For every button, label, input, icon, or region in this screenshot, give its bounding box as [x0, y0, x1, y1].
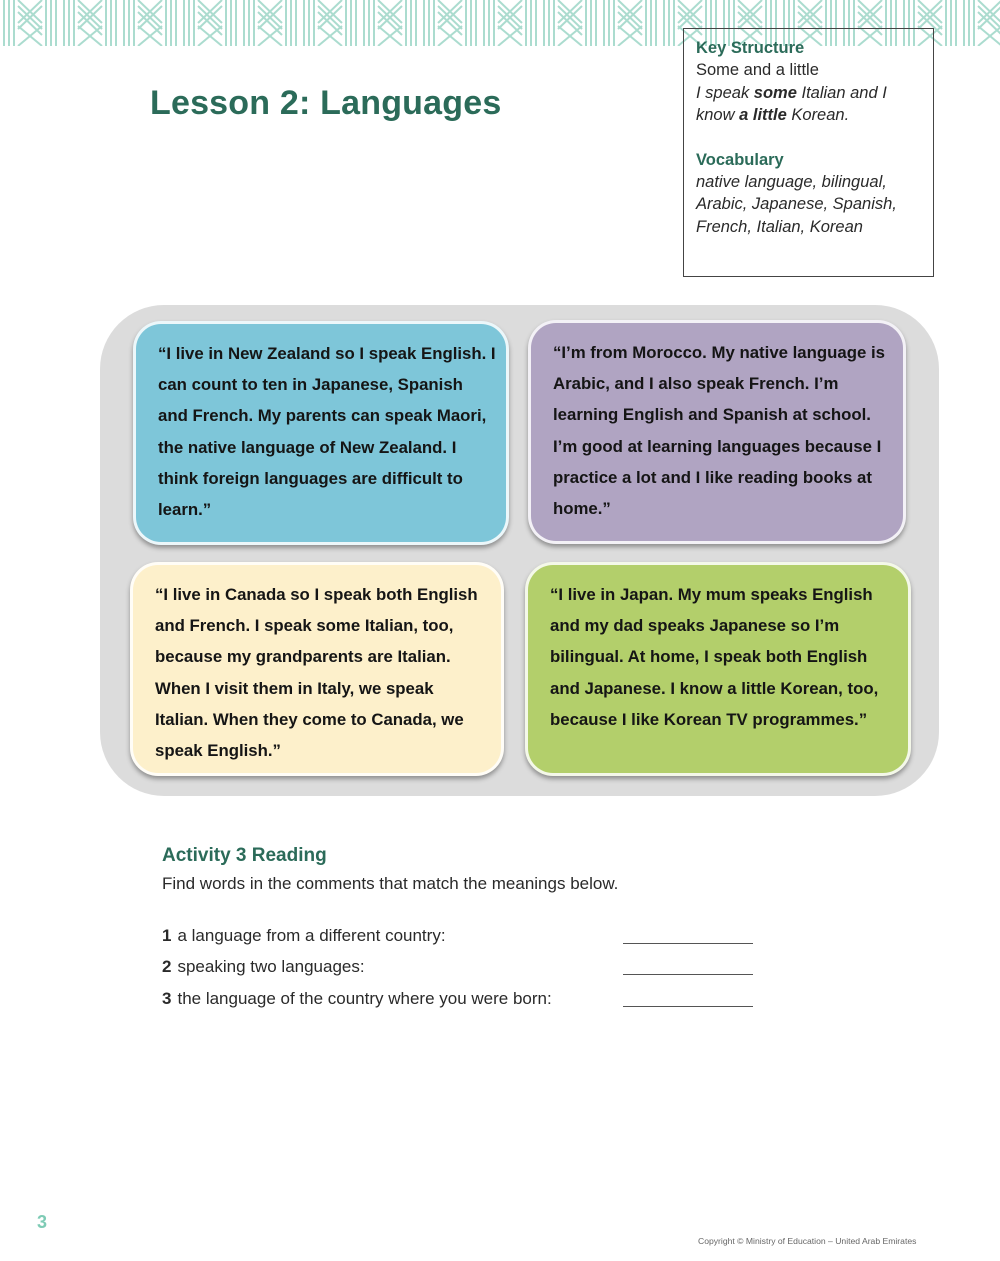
- answer-blank[interactable]: [623, 974, 753, 975]
- example-bold-some: some: [753, 83, 797, 102]
- comment-card-canada: “I live in Canada so I speak both English and French. I speak some Italian, too, because my grandparents are Italian. When I visit them in Italy, we speak Italian. When they come to Canada, we speak English.”: [130, 562, 504, 776]
- question-text: a language from a different country:: [177, 926, 446, 945]
- key-structure-line: Some and a little: [696, 61, 819, 80]
- example-text: Italian and I know: [696, 83, 887, 125]
- question-number: 1: [162, 926, 172, 945]
- comment-card-new-zealand: “I live in New Zealand so I speak English. I can count to ten in Japanese, Spanish and French. My parents can speak Maori, the native language of New Zealand. I think foreign languages are difficult to learn.”: [133, 321, 509, 545]
- key-structure-example: [696, 82, 923, 127]
- key-structure-heading: Key Structure: [696, 39, 805, 57]
- example-text: I speak: [696, 83, 754, 102]
- comment-card-japan: “I live in Japan. My mum speaks English and my dad speaks Japanese so I’m bilingual. At home, I speak both English and Japanese. I know a little Korean, too, because I like Korean TV programmes.”: [525, 562, 911, 776]
- question-number: 2: [162, 957, 172, 976]
- activity-instruction: Find words in the comments that match the meanings below.: [162, 874, 619, 893]
- question-text: the language of the country where you were born:: [177, 989, 552, 1008]
- example-text: Korean.: [786, 106, 850, 125]
- key-structure-box: [683, 28, 934, 277]
- question-item: [162, 957, 762, 979]
- activity-title: Activity 3 Reading: [162, 845, 327, 866]
- question-item: [162, 926, 762, 948]
- comment-card-morocco: “I’m from Morocco. My native language is Arabic, and I also speak French. I’m learning English and Spanish at school. I’m good at learning languages because I practice a lot and I like reading books at home.”: [528, 320, 906, 544]
- vocabulary-list: native language, bilingual, Arabic, Japanese, Spanish, French, Italian, Korean: [696, 173, 897, 236]
- answer-blank[interactable]: [623, 943, 753, 944]
- vocabulary-heading: Vocabulary: [696, 150, 784, 169]
- example-bold-a-little: a little: [739, 106, 787, 125]
- copyright-notice: Copyright © Ministry of Education – United Arab Emirates: [698, 1236, 917, 1246]
- answer-blank[interactable]: [623, 1006, 753, 1007]
- question-number: 3: [162, 989, 172, 1008]
- question-text: speaking two languages:: [177, 957, 365, 976]
- lesson-title: Lesson 2: Languages: [150, 84, 502, 122]
- page-number: 3: [37, 1212, 48, 1232]
- question-item: [162, 989, 762, 1011]
